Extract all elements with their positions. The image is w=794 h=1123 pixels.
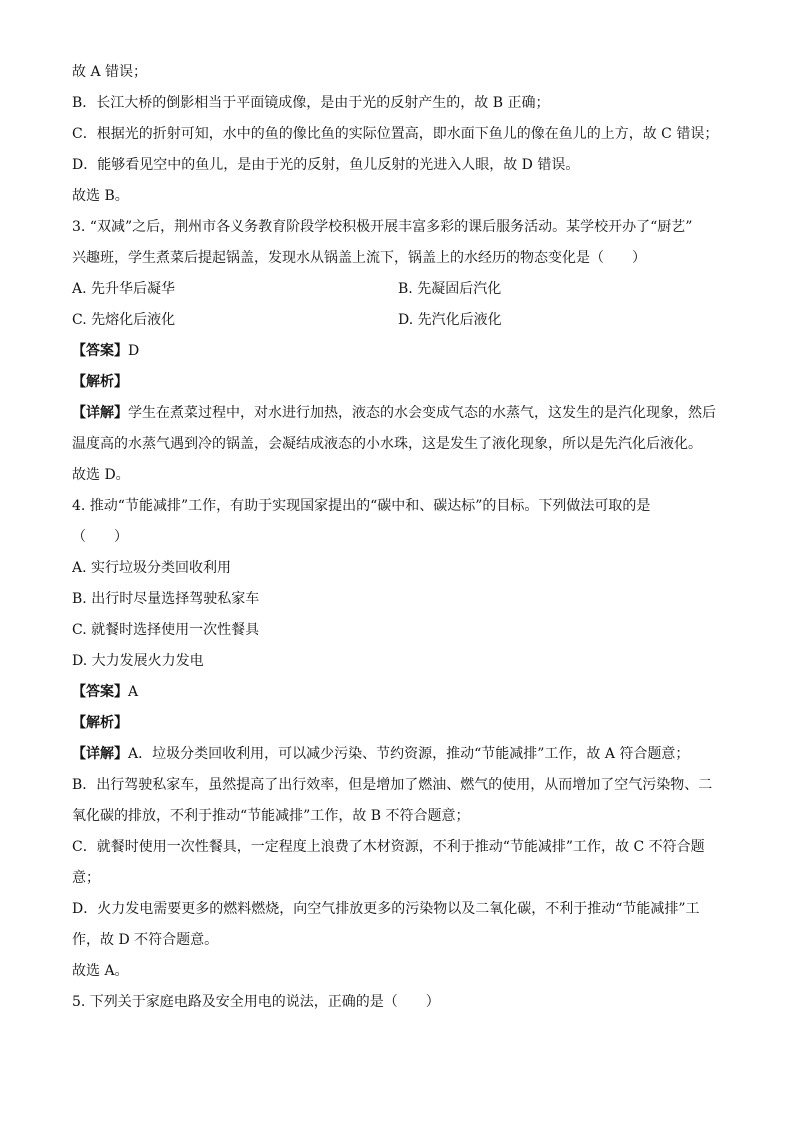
answer-value: D bbox=[128, 343, 140, 359]
q4-detail-d: D．火力发电需要更多的燃料燃烧，向空气排放更多的污染物以及二氧化碳，不利于推动“节能减排”工 bbox=[72, 901, 700, 917]
text-line: 故选 B。 bbox=[72, 188, 129, 204]
q3-option-c: C. 先熔化后液化 bbox=[72, 312, 176, 328]
question-3-stem: 3. “双减”之后，荆州市各义务教育阶段学校积极开展丰富多彩的课后服务活动。某学校开办了“厨艺” bbox=[72, 219, 693, 235]
question-5-stem: 5. 下列关于家庭电路及安全用电的说法，正确的是（ ） bbox=[72, 994, 440, 1010]
q4-option-d: D. 大力发展火力发电 bbox=[72, 653, 204, 669]
detail-tag: 【详解】 bbox=[72, 405, 128, 421]
question-4-stem: 4. 推动“节能减排”工作，有助于实现国家提出的“碳中和、碳达标”的目标。下列做法可取的是 bbox=[72, 498, 651, 514]
detail-tag: 【详解】 bbox=[72, 746, 128, 762]
q3-detail-cont: 温度高的水蒸气遇到冷的锅盖，会凝结成液态的小水珠，这是发生了液化现象，所以是先汽化后液化。 bbox=[72, 436, 702, 452]
text-line: 故 A 错误； bbox=[72, 64, 148, 80]
q4-detail-c-cont: 意； bbox=[72, 870, 100, 886]
question-3-options-row-2 bbox=[72, 310, 734, 341]
detail-text: 学生在煮菜过程中，对水进行加热，液态的水会变成气态的水蒸气，这发生的是汽化现象，然后 bbox=[128, 405, 716, 421]
detail-text: A．垃圾分类回收利用，可以减少污染、节约资源，推动“节能减排”工作，故 A 符合题意； bbox=[128, 746, 690, 762]
q4-option-c: C. 就餐时选择使用一次性餐具 bbox=[72, 622, 260, 638]
text-line: B．长江大桥的倒影相当于平面镜成像，是由于光的反射产生的，故 B 正确； bbox=[72, 95, 550, 111]
answer-value: A bbox=[128, 684, 139, 700]
q3-conclusion: 故选 D。 bbox=[72, 467, 130, 483]
q4-detail-c: C．就餐时使用一次性餐具，一定程度上浪费了木材资源，不利于推动“节能减排”工作，故 C 不符合题 bbox=[72, 839, 705, 855]
text-line: D．能够看见空中的鱼儿，是由于光的反射，鱼儿反射的光进入人眼，故 D 错误。 bbox=[72, 157, 580, 173]
analysis-tag: 【解析】 bbox=[72, 374, 128, 390]
q3-option-b: B. 先凝固后汽化 bbox=[398, 281, 502, 297]
answer-tag: 【答案】 bbox=[72, 343, 128, 359]
q4-detail-d-cont: 作，故 D 不符合题意。 bbox=[72, 932, 219, 948]
q4-detail-b-cont: 氧化碳的排放，不利于推动“节能减排”工作，故 B 不符合题意； bbox=[72, 808, 470, 824]
q4-analysis bbox=[72, 713, 734, 744]
question-3-options-row-1 bbox=[72, 279, 734, 310]
text-line: C．根据光的折射可知，水中的鱼的像比鱼的实际位置高，即水面下鱼儿的像在鱼儿的上方，故 C 错误； bbox=[72, 126, 719, 142]
q3-analysis bbox=[72, 372, 734, 403]
q4-option-b: B. 出行时尽量选择驾驶私家车 bbox=[72, 591, 260, 607]
q4-detail-b: B．出行驾驶私家车，虽然提高了出行效率，但是增加了燃油、燃气的使用，从而增加了空气污染物、二 bbox=[72, 777, 713, 793]
q3-answer bbox=[72, 341, 734, 372]
q3-detail bbox=[72, 403, 734, 434]
q4-answer bbox=[72, 682, 734, 713]
analysis-tag: 【解析】 bbox=[72, 715, 128, 731]
q4-detail bbox=[72, 744, 734, 775]
answer-tag: 【答案】 bbox=[72, 684, 128, 700]
q4-option-a: A. 实行垃圾分类回收利用 bbox=[72, 560, 232, 576]
q3-option-d: D. 先汽化后液化 bbox=[398, 312, 502, 328]
q3-option-a: A. 先升华后凝华 bbox=[72, 281, 176, 297]
question-4-stem-cont: （ ） bbox=[72, 529, 128, 545]
question-3-stem-cont: 兴趣班，学生煮菜后提起锅盖，发现水从锅盖上流下，锅盖上的水经历的物态变化是（ ） bbox=[72, 250, 646, 266]
q4-conclusion: 故选 A。 bbox=[72, 963, 129, 979]
